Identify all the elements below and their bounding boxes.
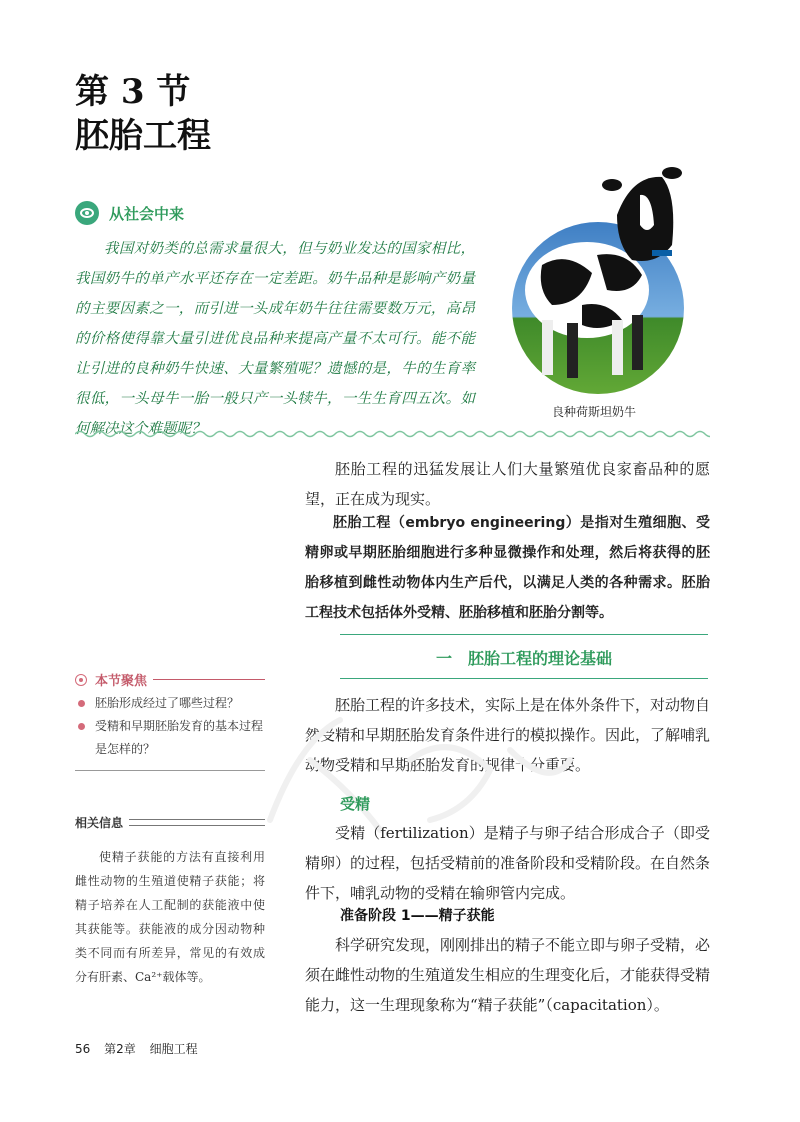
heading-rule-bottom xyxy=(340,678,708,679)
cow-photo xyxy=(512,155,684,395)
related-info xyxy=(75,845,265,989)
focus-item: 胚胎形成经过了哪些过程？ xyxy=(75,692,270,715)
image-caption: 良种荷斯坦奶牛 xyxy=(552,405,637,419)
focus-header xyxy=(75,670,265,689)
related-rule xyxy=(129,819,265,826)
focus-list xyxy=(75,692,270,761)
chapter-title: 细胞工程 xyxy=(149,1042,198,1056)
section-number: 第 3 节 xyxy=(75,72,191,112)
section-title xyxy=(75,70,211,158)
section-name: 胚胎工程 xyxy=(75,116,211,156)
focus-label: 本节聚焦 xyxy=(95,674,148,689)
intro-paragraph-2 xyxy=(305,508,710,628)
capacitation-paragraph xyxy=(305,930,710,1020)
related-text: 使精子获能的方法有直接利用雌性动物的生殖道使精子获能；将精子培养在人工配制的获能液中使其获能等。获能液的成分因动物种类不同而有所差异，常见的有效成分有肝素、Ca²⁺载体等。 xyxy=(75,850,265,984)
focus-item: 受精和早期胚胎发育的基本过程是怎样的？ xyxy=(75,715,270,761)
heading-rule-top xyxy=(340,634,708,635)
capacitation-text: 科学研究发现，刚刚排出的精子不能立即与卵子受精，必须在雌性动物的生殖道发生相应的生理变化后，才能获得受精能力，这一生理现象称为“精子获能”（capacitation）。 xyxy=(305,936,711,1014)
wave-divider xyxy=(75,428,710,440)
fertilization-paragraph xyxy=(305,818,710,908)
page-footer xyxy=(75,1040,208,1057)
related-label: 相关信息 xyxy=(75,816,124,830)
subheading-fertilization: 受精 xyxy=(340,795,371,813)
target-icon xyxy=(75,674,87,686)
focus-rule xyxy=(153,679,265,680)
intro-text-1: 胚胎工程的迅猛发展让人们大量繁殖优良家畜品种的愿望，正在成为现实。 xyxy=(305,460,710,508)
page-number: 56 xyxy=(75,1042,91,1056)
subheading-capacitation: 准备阶段 1——精子获能 xyxy=(340,908,495,924)
society-header xyxy=(75,200,184,226)
society-label: 从社会中来 xyxy=(109,204,185,223)
focus-bottom-rule xyxy=(75,770,265,771)
intro-text-2: 胚胎工程（embryo engineering）是指对生殖细胞、受精卵或早期胚胎细胞进行多种显微操作和处理，然后将获得的胚胎移植到雌性动物体内生产后代，以满足人类的各种需求。胚胎工程技术包括体外受精、胚胎移植和胚胎分割等。 xyxy=(305,515,710,621)
society-text xyxy=(75,234,475,444)
intro-paragraph-1 xyxy=(305,454,710,514)
eye-icon xyxy=(75,201,99,225)
society-paragraph: 我国对奶类的总需求量很大，但与奶业发达的国家相比，我国奶牛的单产水平还存在一定差距。奶牛品种是影响产奶量的主要因素之一，而引进一头成年奶牛往往需要数万元，高昂的价格使得靠大量引进优良品种来提高产量不太可行。能不能让引进的良种奶牛快速、大量繁殖呢？遗憾的是，牛的生育率很低，一头母牛一胎一般只产一头犊牛，一生生育四五次。如何解决这个难题呢？ xyxy=(75,241,475,437)
related-header xyxy=(75,814,265,831)
section-heading: 一 胚胎工程的理论基础 xyxy=(435,649,612,668)
theory-text: 胚胎工程的许多技术，实际上是在体外条件下，对动物自然受精和早期胚胎发育条件进行的模拟操作。因此，了解哺乳动物受精和早期胚胎发育的规律十分重要。 xyxy=(305,696,711,774)
chapter-number: 第2章 xyxy=(104,1042,136,1056)
fertilization-text: 受精（fertilization）是精子与卵子结合形成合子（即受精卵）的过程，包括受精前的准备阶段和受精阶段。在自然条件下，哺乳动物的受精在输卵管内完成。 xyxy=(305,824,711,902)
